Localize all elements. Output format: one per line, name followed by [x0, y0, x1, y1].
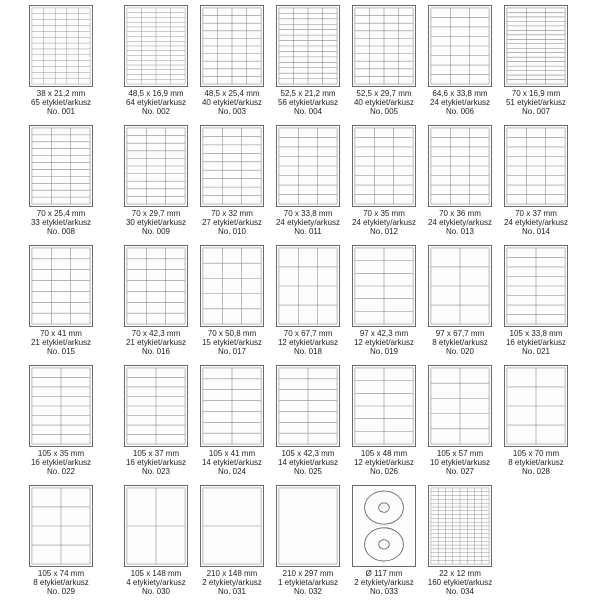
label-area-frame	[279, 488, 337, 564]
sheet-layout-drawing	[201, 486, 263, 566]
label-size: 70 x 29,7 mm	[131, 209, 181, 218]
sheet-layout-drawing	[353, 246, 415, 326]
sheet-layout-drawing	[353, 6, 415, 86]
sheet-caption	[116, 569, 196, 596]
label-size: 70 x 35 mm	[363, 209, 405, 218]
sheet-layout-drawing	[30, 486, 92, 566]
labels-per-sheet: 27 etykiet/arkusz	[201, 218, 263, 227]
label-size: 64,6 x 33,8 mm	[432, 89, 488, 98]
sheet-number: No. 027	[445, 467, 475, 476]
sheet-layout-drawing	[125, 366, 187, 446]
sheet-preview	[200, 125, 264, 207]
label-size: 105 x 148 mm	[130, 569, 182, 578]
sheet-preview	[276, 125, 340, 207]
sheet-caption	[116, 449, 196, 476]
sheet-number: No. 029	[46, 587, 76, 596]
label-size: 70 x 36 mm	[439, 209, 481, 218]
label-size: 70 x 32 mm	[211, 209, 253, 218]
sheet-number: No. 008	[46, 227, 76, 236]
sheet-layout-drawing	[277, 486, 339, 566]
sheet-caption	[21, 449, 101, 476]
sheet-number: No. 026	[369, 467, 399, 476]
sheet-layout-drawing	[353, 486, 415, 566]
sheet-caption	[192, 329, 272, 356]
sheet-number: No. 023	[141, 467, 171, 476]
sheet-number: No. 002	[141, 107, 171, 116]
labels-per-sheet: 2 etykiety/arkusz	[354, 578, 414, 587]
labels-per-sheet: 12 etykiet/arkusz	[353, 338, 415, 347]
label-area-frame	[507, 8, 565, 84]
sheet-caption	[344, 89, 424, 116]
sheet-number: No. 004	[293, 107, 323, 116]
labels-per-sheet: 51 etykiet/arkusz	[505, 98, 567, 107]
labels-per-sheet: 24 etykiet/arkusz	[429, 98, 491, 107]
sheet-layout-drawing	[30, 246, 92, 326]
sheet-preview	[124, 125, 188, 207]
label-size: 105 x 35 mm	[37, 449, 85, 458]
sheet-caption	[21, 209, 101, 236]
label-area-frame	[203, 248, 261, 324]
sheet-preview	[29, 485, 93, 567]
sheet-layout-drawing	[125, 6, 187, 86]
sheet-layout-drawing	[201, 366, 263, 446]
sheet-caption	[344, 209, 424, 236]
labels-per-sheet: 12 etykiet/arkusz	[277, 338, 339, 347]
label-size: 70 x 67,7 mm	[283, 329, 333, 338]
sheet-number: No. 028	[521, 467, 551, 476]
sheet-caption	[192, 569, 272, 596]
label-size: 105 x 48 mm	[360, 449, 408, 458]
sheet-caption	[496, 89, 576, 116]
label-size: 38 x 21,2 mm	[36, 89, 86, 98]
label-area-frame	[32, 128, 90, 204]
sheet-layout-drawing	[277, 126, 339, 206]
disc-hole-1	[379, 503, 390, 512]
sheet-caption	[116, 209, 196, 236]
sheet-number: No. 021	[521, 347, 551, 356]
sheet-preview	[428, 245, 492, 327]
sheet-preview	[124, 365, 188, 447]
sheet-layout-drawing	[201, 6, 263, 86]
sheet-caption	[344, 569, 424, 596]
sheet-layout-drawing	[125, 246, 187, 326]
sheet-caption	[268, 329, 348, 356]
sheet-number: No. 014	[521, 227, 551, 236]
sheet-caption	[420, 209, 500, 236]
sheet-preview	[200, 485, 264, 567]
labels-per-sheet: 14 etykiet/arkusz	[201, 458, 263, 467]
labels-per-sheet: 24 etykiety/arkusz	[351, 218, 417, 227]
sheet-preview	[352, 5, 416, 87]
sheet-layout-drawing	[505, 246, 567, 326]
sheet-layout-drawing	[429, 126, 491, 206]
label-size: 48,5 x 16,9 mm	[128, 89, 184, 98]
sheet-preview	[29, 365, 93, 447]
label-size: 70 x 37 mm	[515, 209, 557, 218]
sheet-preview	[276, 5, 340, 87]
sheet-preview	[124, 5, 188, 87]
sheet-preview	[276, 245, 340, 327]
disc-hole-2	[379, 540, 390, 549]
labels-per-sheet: 56 etykiet/arkusz	[277, 98, 339, 107]
label-size: 52,5 x 29,7 mm	[356, 89, 412, 98]
sheet-number: No. 010	[217, 227, 247, 236]
labels-per-sheet: 8 etykiet/arkusz	[432, 338, 488, 347]
labels-per-sheet: 4 etykiety/arkusz	[126, 578, 186, 587]
sheet-preview	[504, 125, 568, 207]
sheet-number: No. 031	[217, 587, 247, 596]
sheet-caption	[21, 329, 101, 356]
sheet-preview	[352, 485, 416, 567]
sheet-number: No. 033	[369, 587, 399, 596]
labels-per-sheet: 24 etykiety/arkusz	[427, 218, 493, 227]
labels-per-sheet: 30 etykiet/arkusz	[125, 218, 187, 227]
sheet-layout-drawing	[277, 366, 339, 446]
sheet-preview	[504, 245, 568, 327]
sheet-preview	[200, 245, 264, 327]
sheet-preview	[428, 5, 492, 87]
labels-per-sheet: 1 etykieta/arkusz	[277, 578, 339, 587]
sheet-preview	[276, 485, 340, 567]
label-size: 70 x 16,9 mm	[511, 89, 561, 98]
sheet-caption	[192, 449, 272, 476]
sheet-number: No. 007	[521, 107, 551, 116]
sheet-caption	[496, 209, 576, 236]
label-size: 105 x 41 mm	[208, 449, 256, 458]
labels-per-sheet: 8 etykiet/arkusz	[508, 458, 564, 467]
sheet-layout-drawing	[429, 6, 491, 86]
sheet-layout-drawing	[505, 366, 567, 446]
sheet-number: No. 032	[293, 587, 323, 596]
sheet-preview	[29, 245, 93, 327]
sheet-preview	[352, 125, 416, 207]
sheet-caption	[420, 449, 500, 476]
sheet-number: No. 005	[369, 107, 399, 116]
label-area-frame	[32, 248, 90, 324]
sheet-layout-drawing	[30, 366, 92, 446]
labels-per-sheet: 12 etykiet/arkusz	[353, 458, 415, 467]
sheet-caption	[192, 209, 272, 236]
sheet-layout-drawing	[429, 486, 491, 566]
label-size: 70 x 50,8 mm	[207, 329, 257, 338]
sheet-number: No. 016	[141, 347, 171, 356]
label-size: Ø 117 mm	[365, 569, 403, 578]
sheet-caption	[420, 569, 500, 596]
sheet-layout-drawing	[201, 126, 263, 206]
labels-per-sheet: 24 etykiety/arkusz	[503, 218, 569, 227]
sheet-caption	[344, 449, 424, 476]
label-size: 105 x 74 mm	[37, 569, 85, 578]
label-size: 70 x 42,3 mm	[131, 329, 181, 338]
sheet-preview	[352, 245, 416, 327]
sheet-layout-drawing	[353, 126, 415, 206]
label-size: 105 x 33,8 mm	[509, 329, 563, 338]
sheet-caption	[116, 329, 196, 356]
labels-per-sheet: 16 etykiet/arkusz	[30, 458, 92, 467]
label-size: 105 x 37 mm	[132, 449, 180, 458]
labels-per-sheet: 21 etykiet/arkusz	[125, 338, 187, 347]
label-size: 210 x 297 mm	[282, 569, 334, 578]
labels-per-sheet: 160 etykiet/arkusz	[427, 578, 493, 587]
sheet-preview	[276, 365, 340, 447]
sheet-layout-drawing	[30, 6, 92, 86]
labels-per-sheet: 16 etykiet/arkusz	[505, 338, 567, 347]
sheet-caption	[420, 329, 500, 356]
label-size: 210 x 148 mm	[206, 569, 258, 578]
sheet-number: No. 012	[369, 227, 399, 236]
labels-per-sheet: 2 etykiety/arkusz	[202, 578, 262, 587]
label-size: 52,5 x 21,2 mm	[280, 89, 336, 98]
sheet-number: No. 001	[46, 107, 76, 116]
labels-per-sheet: 16 etykiet/arkusz	[125, 458, 187, 467]
sheet-preview	[428, 365, 492, 447]
sheet-preview	[29, 5, 93, 87]
sheet-preview	[200, 5, 264, 87]
sheet-number: No. 009	[141, 227, 171, 236]
sheet-layout-drawing	[429, 246, 491, 326]
labels-per-sheet: 64 etykiet/arkusz	[125, 98, 187, 107]
disc-label-2	[365, 528, 404, 561]
sheet-preview	[200, 365, 264, 447]
label-size: 70 x 41 mm	[40, 329, 82, 338]
labels-per-sheet: 40 etykiet/arkusz	[201, 98, 263, 107]
label-size: 97 x 42,3 mm	[359, 329, 409, 338]
disc-label-1	[365, 491, 404, 524]
sheet-caption	[268, 449, 348, 476]
sheet-caption	[496, 329, 576, 356]
labels-per-sheet: 15 etykiet/arkusz	[201, 338, 263, 347]
labels-per-sheet: 21 etykiet/arkusz	[30, 338, 92, 347]
sheet-number: No. 025	[293, 467, 323, 476]
label-size: 105 x 57 mm	[436, 449, 484, 458]
sheet-number: No. 015	[46, 347, 76, 356]
sheet-number: No. 011	[294, 227, 322, 236]
labels-per-sheet: 24 etykiety/arkusz	[275, 218, 341, 227]
sheet-preview	[124, 245, 188, 327]
sheet-caption	[116, 89, 196, 116]
sheet-layout-drawing	[125, 486, 187, 566]
sheet-number: No. 017	[217, 347, 247, 356]
sheet-preview	[428, 125, 492, 207]
label-size: 105 x 70 mm	[512, 449, 560, 458]
sheet-layout-drawing	[505, 6, 567, 86]
sheet-layout-drawing	[30, 126, 92, 206]
sheet-number: No. 034	[445, 587, 475, 596]
label-size: 22 x 12 mm	[439, 569, 481, 578]
sheet-preview	[124, 485, 188, 567]
sheet-preview	[504, 365, 568, 447]
sheet-number: No. 003	[217, 107, 247, 116]
label-size: 97 x 67,7 mm	[435, 329, 485, 338]
sheet-layout-drawing	[353, 366, 415, 446]
sheet-caption	[420, 89, 500, 116]
label-size: 70 x 33,8 mm	[283, 209, 333, 218]
sheet-caption	[496, 449, 576, 476]
sheet-number: No. 020	[445, 347, 475, 356]
label-area-frame	[127, 248, 185, 324]
sheet-preview	[352, 365, 416, 447]
label-area-frame	[203, 128, 261, 204]
sheet-layout-drawing	[277, 6, 339, 86]
labels-per-sheet: 14 etykiet/arkusz	[277, 458, 339, 467]
sheet-layout-drawing	[505, 126, 567, 206]
labels-per-sheet: 33 etykiet/arkusz	[30, 218, 92, 227]
labels-per-sheet: 8 etykiet/arkusz	[33, 578, 89, 587]
sheet-caption	[21, 89, 101, 116]
sheet-number: No. 019	[369, 347, 399, 356]
sheet-number: No. 006	[445, 107, 475, 116]
sheet-caption	[344, 329, 424, 356]
sheet-layout-drawing	[201, 246, 263, 326]
sheet-preview	[504, 5, 568, 87]
sheet-layout-drawing	[125, 126, 187, 206]
sheet-number: No. 018	[293, 347, 323, 356]
sheet-caption	[268, 209, 348, 236]
label-area-frame	[32, 8, 90, 84]
sheet-layout-drawing	[277, 246, 339, 326]
labels-per-sheet: 65 etykiet/arkusz	[30, 98, 92, 107]
sheet-preview	[428, 485, 492, 567]
sheet-number: No. 013	[445, 227, 475, 236]
sheet-caption	[268, 569, 348, 596]
label-size: 105 x 42,3 mm	[281, 449, 335, 458]
sheet-caption	[192, 89, 272, 116]
label-size: 70 x 25,4 mm	[36, 209, 86, 218]
labels-per-sheet: 40 etykiet/arkusz	[353, 98, 415, 107]
sheet-caption	[268, 89, 348, 116]
label-size: 48,5 x 25,4 mm	[204, 89, 260, 98]
sheet-number: No. 030	[141, 587, 171, 596]
labels-per-sheet: 10 etykiet/arkusz	[429, 458, 491, 467]
sheet-number: No. 022	[46, 467, 76, 476]
sheet-caption	[21, 569, 101, 596]
sheet-number: No. 024	[217, 467, 247, 476]
sheet-preview	[29, 125, 93, 207]
sheet-layout-drawing	[429, 366, 491, 446]
